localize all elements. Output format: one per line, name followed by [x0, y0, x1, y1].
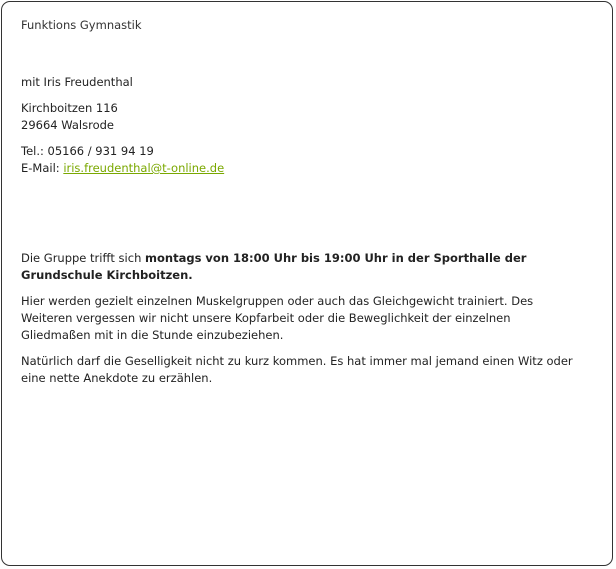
spacer [21, 186, 581, 250]
schedule-end: . [188, 268, 193, 282]
content-body [21, 17, 581, 396]
social-paragraph: Natürlich darf die Geselligkeit nicht zu kurz kommen. Es hat immer mal jemand einen Witz oder eine nette Anekdote zu erzählen. [21, 354, 573, 385]
schedule-time-location: montags von 18:00 Uhr bis 19:00 Uhr in der Sporthalle der Grundschule Kirchboitzen [21, 251, 527, 282]
content-frame [1, 1, 613, 566]
schedule-intro: Die Gruppe trifft sich [21, 251, 146, 265]
email-label: E-Mail: [21, 161, 64, 175]
contact-block [21, 143, 581, 177]
training-paragraph: Hier werden gezielt einzelnen Muskelgruppen oder auch das Gleichgewicht trainiert. Des Weiteren vergessen wir nicht unsere Kopfarbeit oder die Beweglichkeit der einzelnen Gliedmaßen mit in die Stunde einzubeziehen. [21, 294, 534, 342]
spacer [21, 34, 581, 74]
address-street: Kirchboitzen 116 [21, 101, 118, 115]
email-link[interactable]: iris.freudenthal@t-online.de [63, 161, 225, 175]
page-title: Funktions Gymnastik [21, 18, 142, 32]
schedule-paragraph [21, 250, 581, 284]
contact-phone: Tel.: 05166 / 931 94 19 [21, 144, 154, 158]
address-block [21, 100, 581, 134]
contact-email-line [21, 160, 581, 177]
address-city: 29664 Walsrode [21, 118, 114, 132]
trainer-line: mit Iris Freudenthal [21, 75, 133, 89]
